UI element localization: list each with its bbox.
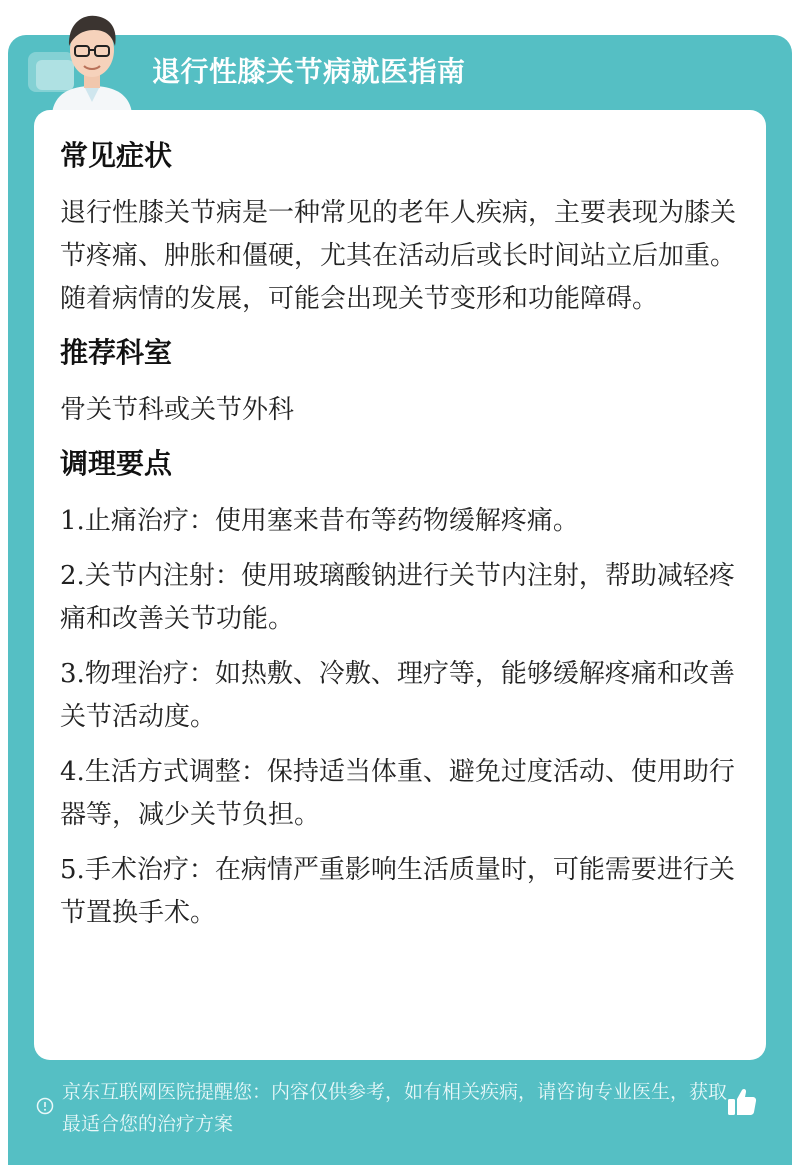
list-item xyxy=(60,751,740,837)
item-number: 3. xyxy=(60,659,85,689)
department-text: 骨关节科或关节外科 xyxy=(60,395,295,425)
list-item xyxy=(60,500,740,543)
doctor-avatar-icon xyxy=(44,6,140,114)
disclaimer-text: 京东互联网医院提醒您：内容仅供参考，如有相关疾病，请咨询专业医生，获取最适合您的治疗方案 xyxy=(62,1081,728,1135)
item-text: 关节内注射：使用玻璃酸钠进行关节内注射，帮助减轻疼痛和改善关节功能。 xyxy=(60,561,735,634)
info-icon xyxy=(36,1097,54,1115)
thumbs-up-icon[interactable] xyxy=(724,1084,760,1120)
department-heading: 推荐科室 xyxy=(60,336,173,369)
list-item xyxy=(60,653,740,739)
item-number: 1. xyxy=(60,506,85,536)
item-number: 2. xyxy=(60,561,85,591)
list-item xyxy=(60,555,740,641)
symptoms-heading: 常见症状 xyxy=(60,139,173,172)
page-title: 退行性膝关节病就医指南 xyxy=(152,55,466,88)
item-text: 手术治疗：在病情严重影响生活质量时，可能需要进行关节置换手术。 xyxy=(60,855,735,928)
item-text: 生活方式调整：保持适当体重、避免过度活动、使用助行器等，减少关节负担。 xyxy=(60,757,735,830)
list-item xyxy=(60,849,740,935)
care-heading: 调理要点 xyxy=(60,447,173,480)
symptoms-text: 退行性膝关节病是一种常见的老年人疾病，主要表现为膝关节疼痛、肿胀和僵硬，尤其在活动后或长时间站立后加重。随着病情的发展，可能会出现关节变形和功能障碍。 xyxy=(60,198,737,314)
item-text: 止痛治疗：使用塞来昔布等药物缓解疼痛。 xyxy=(84,506,579,536)
content-panel xyxy=(34,110,766,1060)
item-number: 4. xyxy=(60,757,85,787)
item-number: 5. xyxy=(60,855,85,885)
item-text: 物理治疗：如热敷、冷敷、理疗等，能够缓解疼痛和改善关节活动度。 xyxy=(60,659,735,732)
